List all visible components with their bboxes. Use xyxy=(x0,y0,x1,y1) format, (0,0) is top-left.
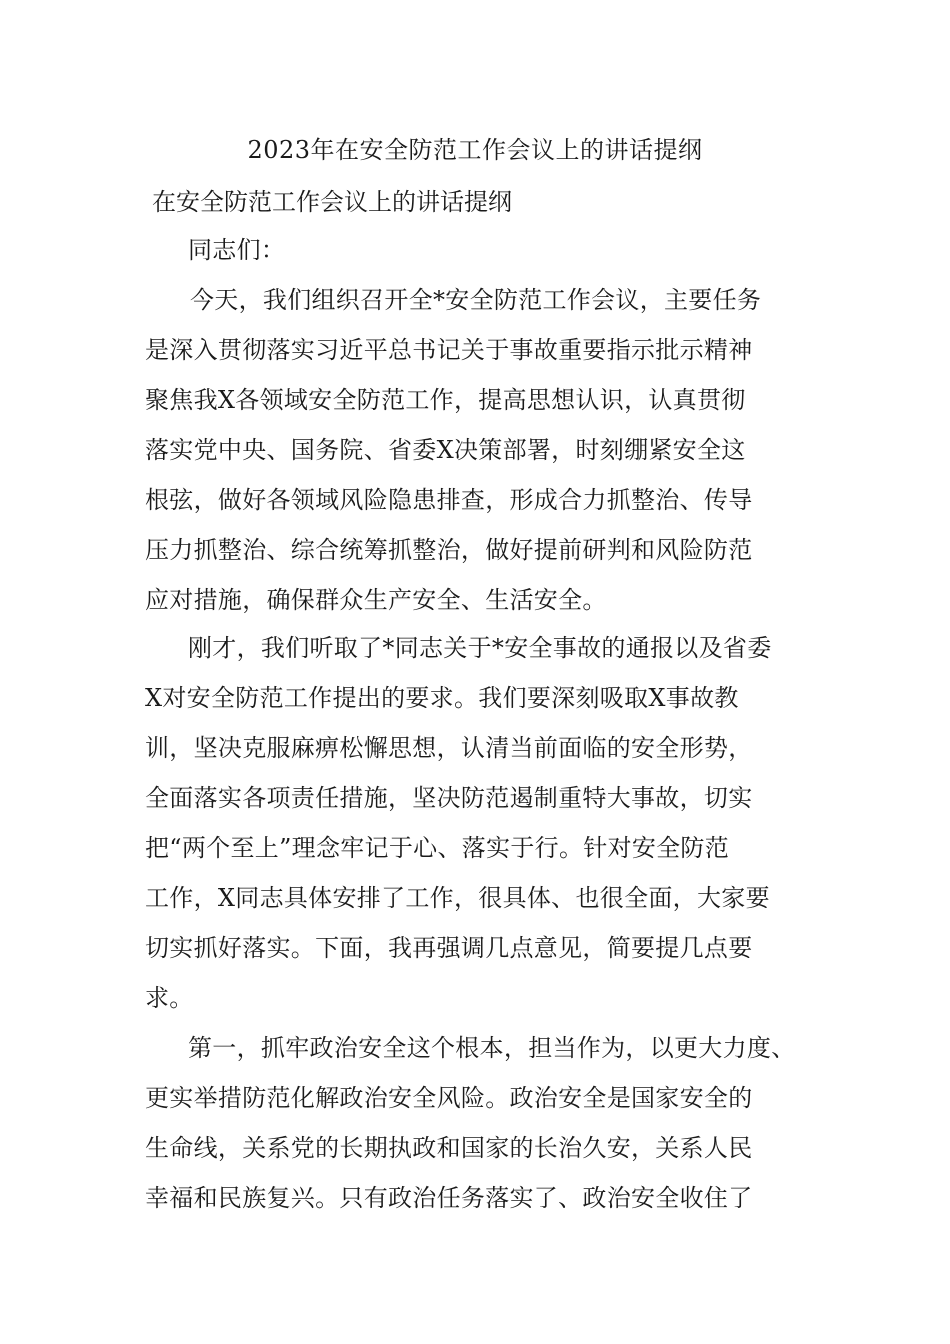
paragraph-line: 切实抓好落实。下面，我再强调几点意见，简要提几点要 xyxy=(145,934,753,962)
salutation: 同志们： xyxy=(188,236,286,264)
paragraph-line: 求。 xyxy=(145,984,194,1012)
paragraph-line: 更实举措防范化解政治安全风险。政治安全是国家安全的 xyxy=(145,1084,753,1112)
paragraph-line: 刚才，我们听取了*同志关于*安全事故的通报以及省委 xyxy=(188,634,772,662)
paragraph-line: 生命线，关系党的长期执政和国家的长治久安，关系人民 xyxy=(145,1134,753,1162)
paragraph-line: 训，坚决克服麻痹松懈思想，认清当前面临的安全形势， xyxy=(145,734,753,762)
paragraph-line: 聚焦我X各领域安全防范工作，提高思想认识，认真贯彻 xyxy=(145,386,746,414)
paragraph-line: 落实党中央、国务院、省委X决策部署，时刻绷紧安全这 xyxy=(145,436,746,464)
paragraph-line: 工作，X同志具体安排了工作，很具体、也很全面，大家要 xyxy=(145,884,770,912)
paragraph-line: 是深入贯彻落实习近平总书记关于事故重要指示批示精神 xyxy=(145,336,753,364)
paragraph-line: 今天，我们组织召开全*安全防范工作会议，主要任务 xyxy=(190,286,762,314)
paragraph-line: X对安全防范工作提出的要求。我们要深刻吸取X事故教 xyxy=(145,684,739,712)
paragraph-line: 根弦，做好各领域风险隐患排查，形成合力抓整治、传导 xyxy=(145,486,753,514)
paragraph-line: 应对措施，确保群众生产安全、生活安全。 xyxy=(145,586,607,614)
paragraph-line: 把“两个至上”理念牢记于心、落实于行。针对安全防范 xyxy=(145,834,730,862)
paragraph-line: 第一，抓牢政治安全这个根本，担当作为，以更大力度、 xyxy=(188,1034,796,1062)
paragraph-line: 全面落实各项责任措施，坚决防范遏制重特大事故，切实 xyxy=(145,784,753,812)
document-title: 2023年在安全防范工作会议上的讲话提纲 xyxy=(247,136,703,164)
paragraph-line: 压力抓整治、综合统筹抓整治，做好提前研判和风险防范 xyxy=(145,536,753,564)
document-subtitle: 在安全防范工作会议上的讲话提纲 xyxy=(152,188,512,216)
paragraph-line: 幸福和民族复兴。只有政治任务落实了、政治安全收住了 xyxy=(145,1184,753,1212)
